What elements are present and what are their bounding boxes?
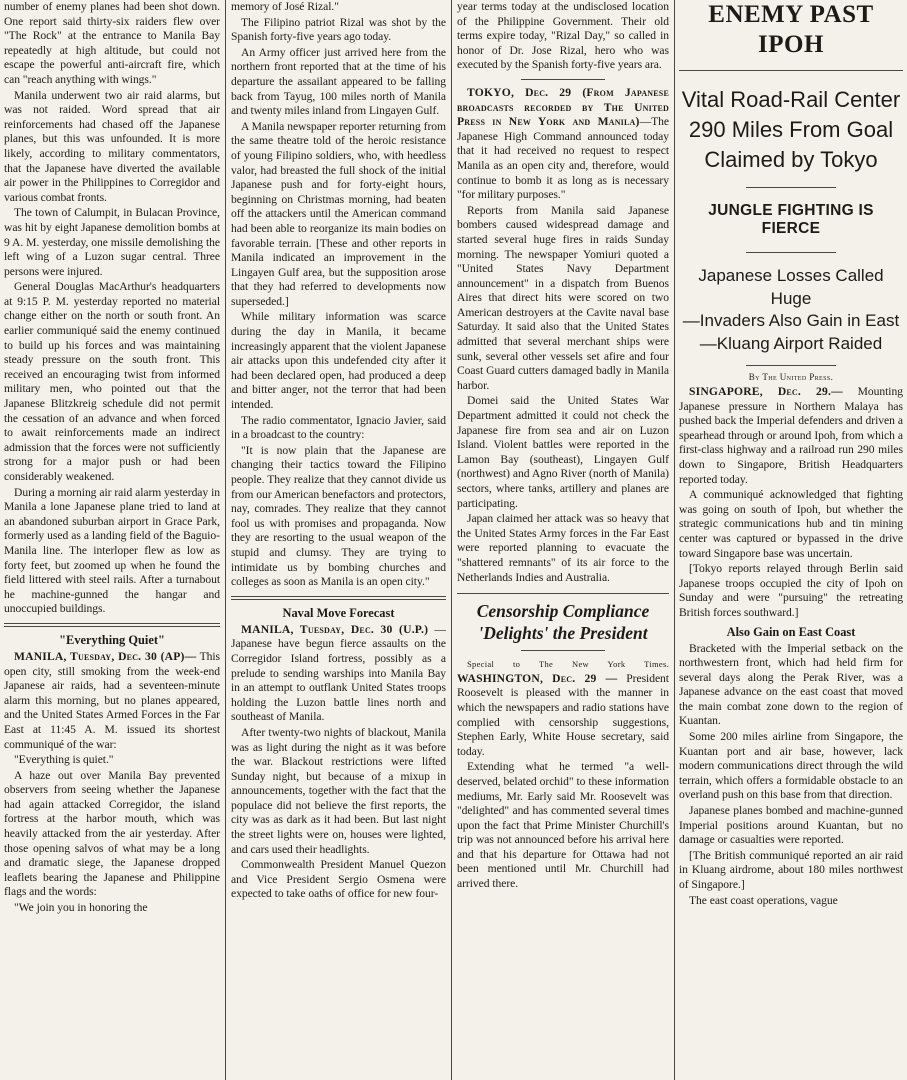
paragraph: —The Japanese High Command announced today that it had received no request to respect Manila as an open city and, therefore, would continue to bomb it as long as is necessary "for military purposes."	[457, 115, 669, 202]
deck-line: Claimed by Tokyo	[704, 147, 878, 172]
paragraph: —Japanese have begun fierce assaults on the Corregidor Island fortress, possibly as a prelude to sending warships into Manila Bay in an attempt to outflank United States troops holding the Luzon battle lines north and southeast of Manila.	[231, 622, 446, 724]
paragraph: "It is now plain that the Japanese are changing their tactics toward the Filipino people. They realize that they cannot divide us from our American benefactors and protectors, nay, comrades. They realize that they cannot fool us with promises and propaganda. Now they are resorting to the usual weapon of the stupid and clumsy. They are trying to intimidate us by bombing churches and colleges as soon as Manila is an open city."	[231, 443, 446, 589]
article-east-coast	[679, 642, 903, 909]
deck-line: 290 Miles From Goal	[688, 117, 894, 142]
paragraph: The town of Calumpit, in Bulacan Province, was hit by eight Japanese demolition bombs at 9 A. M. yesterday, one missile demolishing the left wing of a Luzon sugar central. Three persons were injured.	[4, 206, 220, 278]
paragraph: Japanese planes bombed and machine-gunned Imperial positions around Kuantan, but no damage or casualties were reported.	[679, 804, 903, 847]
paragraph: "Everything is quiet."	[14, 753, 114, 767]
deck-line: Japanese Losses Called Huge	[698, 266, 884, 308]
dateline: MANILA, Tuesday, Dec. 30 (U.P.)	[241, 622, 429, 636]
deck-line: Vital Road-Rail Center	[681, 87, 901, 112]
deck-jungle-fighting: JUNGLE FIGHTING IS FIERCE	[708, 202, 874, 237]
paragraph: "We join you in honoring the	[14, 901, 148, 915]
headline-enemy-past-ipoh: ENEMY PAST IPOH	[708, 1, 874, 58]
column-3	[457, 0, 669, 1080]
headline-delights: 'Delights' the President	[478, 623, 648, 644]
article-naval-move	[231, 726, 446, 902]
paragraph: memory of José Rizal."	[231, 0, 339, 13]
paragraph: Mounting Japanese pressure in Northern Malaya has pushed back the Imperial defenders and driven a spearhead through or around Ipoh, from which a first-class highway and a railroad run 290 miles down to Singapore, British Headquarters reported today.	[679, 385, 903, 486]
divider	[521, 650, 606, 651]
byline: Special to The New York Times.	[467, 659, 669, 670]
paragraph: After twenty-two nights of blackout, Manila was as light during the night as it was before the war. Blackout restrictions were lifted Sunday night, but because of a mixup in announcements, together with the fact that the populace did not believe the first reports, the city was as dark as it had been. But last night the street lights were on, houses were lighted, and cars used their headlights.	[231, 725, 446, 856]
paragraph: General Douglas MacArthur's headquarters at 9:15 P. M. yesterday reported no material change either on the north or south front. An earlier communiqué said the enemy continued to build up his forces and was maintaining steady pressure on the south front. This received an encouraging twist from informed military men, who pointed out that the Japanese Blitzkreig schedule did not permit the cessation of an advance and when forced to await reinforcements made an indirect admission that the forces were not sufficiently strong for a major push or had been considerably weakened.	[4, 280, 220, 483]
paragraph: This open city, still smoking from the week-end Japanese air raids, had a seventeen-minute alarm this morning, but no planes appeared, and the United States Armed Forces in the Far East at 11:45 A. M. issued its shortest communiqué of the war:	[4, 649, 220, 751]
paragraph: While military information was scarce during the day in Manila, it became increasingly apparent that the violent Japanese air attacks upon this undefended city after it had been declared open, had produced a deep and bitter anger, not the terror that had been intended.	[231, 310, 446, 412]
paragraph: [The British communiqué reported an air raid in Kluang airdrome, about 180 miles northwest of Singapore.]	[679, 848, 903, 891]
paragraph: The Filipino patriot Rizal was shot by the Spanish forty-five years ago today.	[231, 15, 446, 44]
paragraph: An Army officer just arrived here from the northern front reported that at the time of his departure the assailant appeared to be falling back from Tayug, 100 miles north of Manila and twenty miles inland from Lingayen Gulf.	[231, 45, 446, 118]
paragraph: The east coast operations, vague	[689, 893, 838, 907]
paragraph: Bracketed with the Imperial setback on the northwestern front, which had held firm for several days along the Perak River, was a Japanese advance on the east coast that moved the main combat zone down to the region of Kuantan.	[679, 641, 903, 728]
paragraph: Japan claimed her attack was so heavy that the United States Army forces in the Far East were reported planning to evacuate the "shattered remnants" of its air force to the Netherlands Indies and Australia.	[457, 512, 669, 584]
paragraph: President Roosevelt is pleased with the manner in which the newspapers and radio stations have complied with censorship suggestions, Stephen Early, White House secretary, said today.	[457, 671, 669, 758]
paragraph: A Manila newspaper reporter returning from the same theatre told of the heroic resistance of young Filipino soldiers, who, with heedless valor, had breasted the full shock of the initial Japanese push and for forty-eight hours, beginning on Christmas morning, had beaten off the attackers until the American command had been able to reorganize its main bodies on favorable terrain. [These and other reports in Manila indicated an improvement in the Lingayen Gulf area, but the supposition arose that they had referred to developments now superseded.]	[231, 119, 446, 308]
box-divider	[457, 593, 669, 594]
article-continuation-rizal	[231, 0, 446, 590]
paragraph: number of enemy planes had been shot down. One report said thirty-six raiders flew over "The Rock" at the entrance to Manila Bay repeatedly at high altitude, but could not escape the powerful anti-aircraft fire, which can "reach anything with wings."	[4, 0, 220, 86]
column-4	[679, 0, 903, 1080]
article-ipoh	[679, 488, 903, 620]
divider	[746, 365, 836, 366]
divider	[679, 70, 903, 71]
paragraph: The radio commentator, Ignacio Javier, said in a broadcast to the country:	[231, 413, 446, 442]
dateline: WASHINGTON, Dec. 29 —	[457, 671, 618, 685]
paragraph: Domei said the United States War Department admitted it could not check the Japanese fire from sea and air on Luzon Island. Violent battles were reported in the Lamon Bay (southeast), Lingayen Gulf (northwest) and Agno River (north of Manila) sectors, where tanks, artillery and planes are participating.	[457, 394, 669, 510]
divider	[746, 187, 836, 188]
deck-line: —Kluang Airport Raided	[699, 333, 883, 353]
paragraph: Reports from Manila said Japanese bombers caused widespread damage and started several huge fires in raids Sunday morning. The newspaper Yomiuri quoted a "United States Navy Department announcement" in a dispatch from Buenos Aires that direct hits were scored on two American destroyers at the Cavite naval base Saturday. It said also that the United States admitted that several merchant ships were sunk, several other vessels set afire and four Coast Guard cutters damaged badly in Manila harbor.	[457, 203, 669, 392]
dateline: SINGAPORE, Dec. 29.—	[689, 385, 843, 398]
paragraph: Manila underwent two air raid alarms, but was not raided. Word spread that air reinforcements had chased off the Japanese planes, but this was unfounded. It is more likely, according to military commentators, that the Japanese have diverted the available air power in the Philippines to Corregidor and various combat fronts.	[4, 88, 220, 204]
section-divider	[4, 623, 220, 627]
censorship-article	[457, 600, 669, 892]
dateline: MANILA, Tuesday, Dec. 30 (AP)—	[14, 649, 197, 663]
article-continuation-terms	[457, 0, 669, 73]
deck-line: —Invaders Also Gain in East	[682, 311, 900, 330]
divider	[521, 79, 606, 80]
column-rule	[225, 0, 226, 1080]
column-2	[231, 0, 446, 1080]
subhead-naval-move: Naval Move Forecast	[282, 605, 395, 620]
dateline: TOKYO, Dec. 29 (From Japanese broadcasts recorded by The United Press in New York and Manila)	[457, 85, 669, 129]
column-rule	[451, 0, 452, 1080]
paragraph: year terms today at the undisclosed location of the Philippine Government. Their old terms expire today, "Rizal Day," so called in honor of Dr. Jose Rizal, hero who was executed by the Spanish forty-five years ara.	[457, 0, 669, 72]
divider	[746, 252, 836, 253]
paragraph: [Tokyo reports relayed through Berlin said Japanese troops occupied the city of Ipoh on Sunday and were "pursuing" the retreating British forces southward.]	[679, 562, 903, 619]
column-rule	[674, 0, 675, 1080]
byline: By The United Press.	[748, 372, 834, 382]
headline-censorship: Censorship Compliance	[476, 601, 650, 622]
column-1	[4, 0, 220, 1080]
paragraph: During a morning air raid alarm yesterday in Manila a lone Japanese plane tried to land at an abandoned suburban airport in Grace Park, formerly used as a landing field of the Baguio-Manila line. The interloper flew as low as forty feet, but zoomed up when he found the field littered with steel rails. After a turnabout he machine-gunned the hangar and unoccupied buildings.	[4, 485, 220, 616]
paragraph: Some 200 miles airline from Singapore, the Kuantan port and air base, however, lack modern communications direct through the wild terrain, which offers a formidable obstacle to an overland push on this base from that direction.	[679, 730, 903, 802]
paragraph: Extending what he termed "a well-deserved, belated orchid" to these information mediums, Mr. Early said Mr. Roosevelt was "delighted" and has commented several times upon the fact that Prime Minister Churchill's trip was not announced before his arrival here and that his departure for Ottawa had not been mentioned until Mr. Churchill had arrived there.	[457, 760, 669, 891]
paragraph: A haze out over Manila Bay prevented observers from seeing whether the Japanese had again attacked Corregidor, the island fortress at the harbor mouth, which was heavily attacked from the air yesterday. After those opening salvos of what may be a long and dramatic siege, the Japanese dropped leaflets bearing the Japanese and Philippine flags and the words:	[4, 768, 220, 899]
section-divider	[231, 596, 446, 600]
article-everything-quiet	[4, 753, 220, 916]
paragraph: Commonwealth President Manuel Quezon and Vice President Sergio Osmena were expected to take oaths of office for new four-	[231, 858, 446, 901]
paragraph: A communiqué acknowledged that fighting was going on south of Ipoh, but whether the strategic communications hub and tin mining center was captured or bypassed in the drive toward Singapore base was uncertain.	[679, 488, 903, 560]
subhead-east-coast: Also Gain on East Coast	[726, 624, 856, 639]
article-censorship-body	[457, 760, 669, 891]
subhead-everything-quiet: "Everything Quiet"	[59, 632, 165, 647]
article-tokyo	[457, 204, 669, 585]
article-continuation-corregidor	[4, 0, 220, 617]
